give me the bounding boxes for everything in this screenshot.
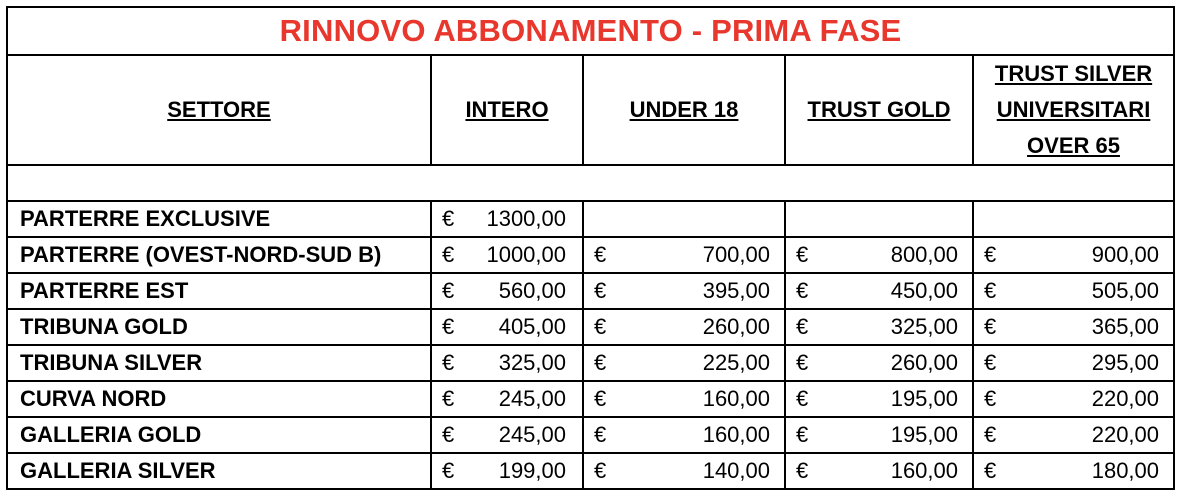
header-intero: INTERO — [431, 55, 583, 165]
table-row — [7, 237, 1174, 273]
header-trust-gold: TRUST GOLD — [785, 55, 973, 165]
currency-symbol: € — [984, 422, 997, 447]
price-cell-intero — [431, 237, 583, 273]
currency-symbol: € — [442, 278, 455, 303]
price-amount: 180,00 — [1091, 458, 1160, 483]
price-amount: 700,00 — [702, 242, 770, 267]
price-amount: 260,00 — [702, 314, 770, 339]
table-title: RINNOVO ABBONAMENTO - PRIMA FASE — [7, 7, 1174, 55]
price-cell-under18 — [583, 273, 785, 309]
price-amount: 900,00 — [1091, 242, 1160, 267]
price-cell-trust-silver — [973, 237, 1174, 273]
price-cell-trust-gold — [785, 345, 973, 381]
price-cell-trust-silver — [973, 453, 1174, 489]
currency-symbol: € — [796, 314, 809, 339]
sector-name: GALLERIA GOLD — [7, 417, 431, 453]
header-trust-silver-line-1: TRUST SILVER — [994, 61, 1153, 86]
sector-name: PARTERRE EXCLUSIVE — [7, 201, 431, 237]
price-amount: 195,00 — [890, 386, 958, 411]
price-cell-intero — [431, 309, 583, 345]
currency-symbol: € — [984, 242, 997, 267]
price-cell-intero — [431, 345, 583, 381]
header-row — [7, 55, 1174, 165]
currency-symbol: € — [594, 314, 607, 339]
currency-symbol: € — [796, 242, 809, 267]
price-cell-trust-gold — [785, 309, 973, 345]
price-rows — [7, 201, 1174, 489]
price-cell-intero — [431, 381, 583, 417]
table-row — [7, 309, 1174, 345]
currency-symbol: € — [594, 278, 607, 303]
price-cell-trust-silver — [973, 345, 1174, 381]
price-cell-under18 — [583, 417, 785, 453]
header-trust-silver — [973, 55, 1174, 165]
sector-name: CURVA NORD — [7, 381, 431, 417]
currency-symbol: € — [442, 386, 455, 411]
title-row — [7, 7, 1174, 55]
price-table-container — [6, 6, 1175, 490]
table-row — [7, 417, 1174, 453]
price-cell-trust-gold — [785, 453, 973, 489]
table-row — [7, 273, 1174, 309]
price-amount: 245,00 — [498, 386, 566, 411]
currency-symbol: € — [984, 458, 997, 483]
price-cell-trust-silver — [973, 273, 1174, 309]
price-cell-trust-silver — [973, 381, 1174, 417]
currency-symbol: € — [984, 278, 997, 303]
spacer-cell — [7, 165, 1174, 201]
currency-symbol: € — [796, 350, 809, 375]
price-cell-trust-gold — [785, 237, 973, 273]
currency-symbol: € — [442, 242, 455, 267]
currency-symbol: € — [442, 350, 455, 375]
header-trust-silver-line-2: UNIVERSITARI — [996, 97, 1151, 122]
currency-symbol: € — [442, 458, 455, 483]
price-amount: 225,00 — [702, 350, 770, 375]
price-amount: 199,00 — [498, 458, 566, 483]
price-amount: 1300,00 — [486, 206, 566, 231]
price-cell-trust-silver — [973, 417, 1174, 453]
price-cell-under18 — [583, 309, 785, 345]
currency-symbol: € — [594, 458, 607, 483]
price-cell-under18 — [583, 201, 785, 237]
price-amount: 260,00 — [890, 350, 958, 375]
sector-name: TRIBUNA SILVER — [7, 345, 431, 381]
price-amount: 800,00 — [890, 242, 958, 267]
currency-symbol: € — [984, 314, 997, 339]
price-cell-trust-gold — [785, 273, 973, 309]
table-row — [7, 453, 1174, 489]
price-cell-intero — [431, 201, 583, 237]
price-cell-intero — [431, 273, 583, 309]
currency-symbol: € — [796, 278, 809, 303]
price-amount: 395,00 — [702, 278, 770, 303]
price-cell-under18 — [583, 345, 785, 381]
table-row — [7, 345, 1174, 381]
price-amount: 245,00 — [498, 422, 566, 447]
price-amount: 220,00 — [1091, 386, 1160, 411]
price-cell-trust-gold — [785, 381, 973, 417]
currency-symbol: € — [594, 350, 607, 375]
currency-symbol: € — [442, 206, 455, 231]
price-amount: 160,00 — [890, 458, 958, 483]
currency-symbol: € — [796, 386, 809, 411]
price-amount: 560,00 — [498, 278, 566, 303]
price-amount: 325,00 — [890, 314, 958, 339]
currency-symbol: € — [594, 422, 607, 447]
price-amount: 220,00 — [1091, 422, 1160, 447]
price-amount: 405,00 — [498, 314, 566, 339]
currency-symbol: € — [984, 350, 997, 375]
table-row — [7, 381, 1174, 417]
price-amount: 505,00 — [1091, 278, 1160, 303]
sector-name: PARTERRE (OVEST-NORD-SUD B) — [7, 237, 431, 273]
currency-symbol: € — [594, 242, 607, 267]
spacer-row — [7, 165, 1174, 201]
price-amount: 325,00 — [498, 350, 566, 375]
price-cell-under18 — [583, 381, 785, 417]
price-amount: 195,00 — [890, 422, 958, 447]
price-amount: 160,00 — [702, 422, 770, 447]
sector-name: PARTERRE EST — [7, 273, 431, 309]
price-amount: 295,00 — [1091, 350, 1160, 375]
currency-symbol: € — [796, 458, 809, 483]
currency-symbol: € — [442, 314, 455, 339]
price-cell-under18 — [583, 237, 785, 273]
price-amount: 160,00 — [702, 386, 770, 411]
price-cell-intero — [431, 453, 583, 489]
price-cell-trust-gold — [785, 201, 973, 237]
currency-symbol: € — [442, 422, 455, 447]
header-settore: SETTORE — [7, 55, 431, 165]
sector-name: GALLERIA SILVER — [7, 453, 431, 489]
price-amount: 140,00 — [702, 458, 770, 483]
header-under18: UNDER 18 — [583, 55, 785, 165]
table-row — [7, 201, 1174, 237]
sector-name: TRIBUNA GOLD — [7, 309, 431, 345]
price-cell-trust-silver — [973, 201, 1174, 237]
currency-symbol: € — [796, 422, 809, 447]
price-amount: 450,00 — [890, 278, 958, 303]
currency-symbol: € — [594, 386, 607, 411]
price-cell-under18 — [583, 453, 785, 489]
price-cell-trust-gold — [785, 417, 973, 453]
price-cell-trust-silver — [973, 309, 1174, 345]
price-amount: 365,00 — [1091, 314, 1160, 339]
price-table — [6, 6, 1175, 490]
currency-symbol: € — [984, 386, 997, 411]
price-amount: 1000,00 — [486, 242, 566, 267]
header-trust-silver-line-3: OVER 65 — [1027, 133, 1120, 158]
price-cell-intero — [431, 417, 583, 453]
